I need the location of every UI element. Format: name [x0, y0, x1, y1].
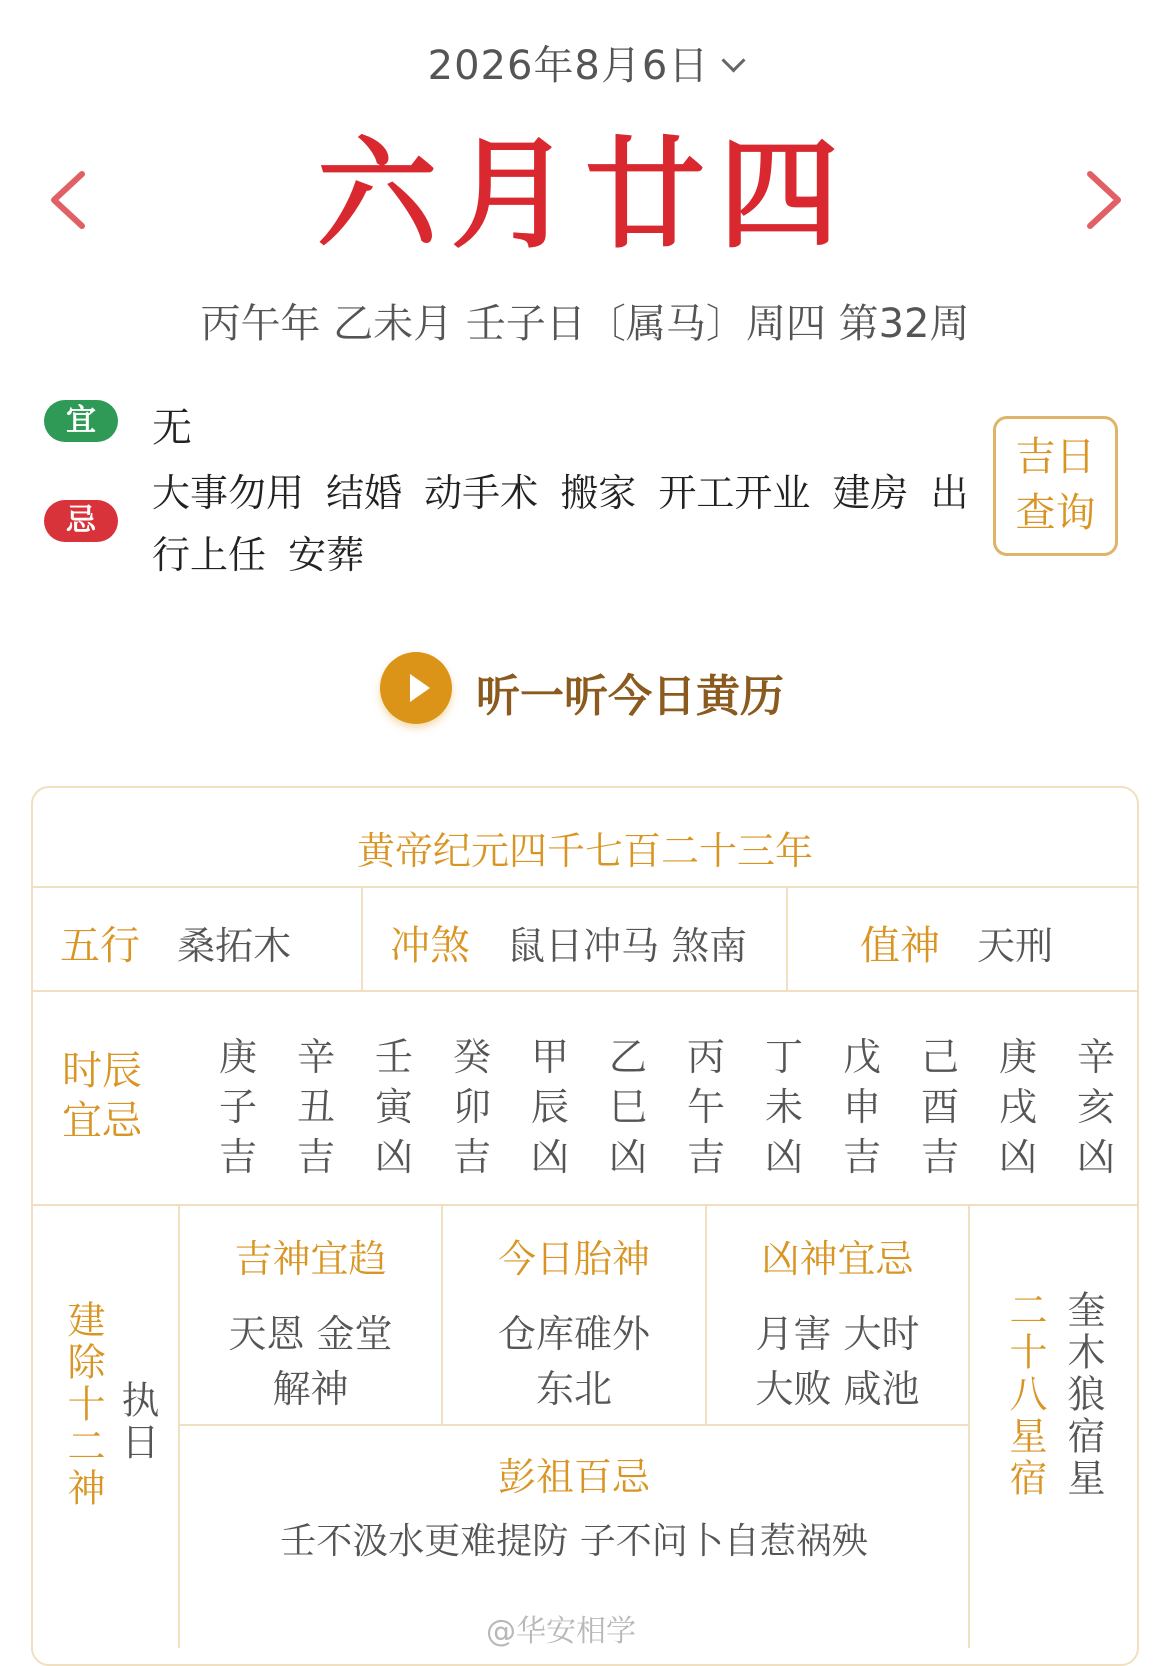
yi-text: 无 [152, 405, 192, 451]
ji-text: 大事勿用 结婚 动手术 搬家 开工开业 建房 出行上任 安葬 [152, 471, 969, 577]
hour-luck: 吉 [218, 1135, 257, 1179]
divider [361, 886, 363, 990]
hour-stem: 己 [920, 1035, 959, 1079]
yi-badge: 宜 [44, 400, 118, 442]
play-icon [380, 652, 452, 724]
jishen-line2: 解神 [272, 1367, 349, 1411]
ganzhi-line: 丙午年 乙未月 壬子日〔属马〕周四 第32周 [200, 301, 970, 347]
hour-column [210, 1032, 266, 1182]
divider [968, 1204, 970, 1648]
xiongshen-cell [707, 1228, 968, 1413]
divider [33, 886, 1137, 888]
chongsha-cell [390, 914, 747, 971]
hour-luck: 吉 [686, 1135, 725, 1179]
hour-luck: 吉 [296, 1135, 335, 1179]
hour-column [912, 1032, 968, 1182]
taishen-line1: 仓库碓外 [497, 1312, 650, 1356]
jianchu-value: 执日 [115, 1380, 159, 1464]
jiri-line2: 查询 [1015, 490, 1096, 536]
hour-stem: 甲 [530, 1035, 569, 1079]
hour-luck: 吉 [920, 1135, 959, 1179]
hour-column [834, 1032, 890, 1182]
auspicious-day-query-button[interactable] [993, 416, 1118, 556]
pengzu-cell [180, 1446, 968, 1564]
hour-branch: 辰 [530, 1085, 569, 1129]
hour-stem: 庚 [218, 1035, 257, 1079]
listen-almanac-button[interactable] [380, 652, 800, 724]
chevron-down-icon [722, 48, 746, 72]
hour-column [678, 1032, 734, 1182]
hour-stem: 辛 [296, 1035, 335, 1079]
hour-stem: 乙 [608, 1035, 647, 1079]
hour-column [990, 1032, 1046, 1182]
hour-branch: 酉 [920, 1085, 959, 1129]
hour-column [444, 1032, 500, 1182]
shichen-label [62, 1046, 142, 1146]
listen-label: 听一听今日黄历 [476, 671, 784, 722]
lunar-date: 六月廿四 [317, 124, 853, 265]
hour-column [756, 1032, 812, 1182]
hour-stem: 丙 [686, 1035, 725, 1079]
hour-luck: 凶 [998, 1135, 1037, 1179]
jishen-line1: 天恩 金堂 [228, 1312, 393, 1356]
divider [180, 1424, 968, 1426]
shichen-label-line2: 宜忌 [62, 1098, 142, 1144]
huangdi-era: 黄帝纪元四千七百二十三年 [356, 829, 813, 873]
hour-luck: 凶 [764, 1135, 803, 1179]
hour-luck: 凶 [608, 1135, 647, 1179]
zhishen-cell [860, 914, 1053, 971]
shichen-label-line1: 时辰 [62, 1048, 142, 1094]
watermark: @华安相学 [486, 1614, 636, 1649]
hour-luck: 凶 [374, 1135, 413, 1179]
taishen-cell [443, 1228, 705, 1413]
hour-stem: 辛 [1076, 1035, 1115, 1079]
zhishen-label: 值神 [860, 923, 940, 969]
divider [786, 886, 788, 990]
hour-column [600, 1032, 656, 1182]
hour-column [288, 1032, 344, 1182]
wuxing-label: 五行 [60, 923, 140, 969]
hour-branch: 丑 [296, 1085, 335, 1129]
hour-stem: 庚 [998, 1035, 1037, 1079]
hour-stem: 壬 [374, 1035, 413, 1079]
jianchu-label: 建除十二神 [61, 1300, 105, 1510]
wuxing-cell [60, 914, 291, 971]
hour-column [366, 1032, 422, 1182]
xingxiu-label: 二十八星宿 [1003, 1290, 1047, 1500]
hour-branch: 巳 [608, 1085, 647, 1129]
hour-luck: 吉 [842, 1135, 881, 1179]
hour-stem: 癸 [452, 1035, 491, 1079]
wuxing-value: 桑拓木 [177, 924, 292, 968]
solar-date-selector[interactable] [0, 34, 1170, 91]
hour-branch: 未 [764, 1085, 803, 1129]
zhishen-value: 天刑 [977, 924, 1054, 968]
hour-branch: 子 [218, 1085, 257, 1129]
hour-branch: 戌 [998, 1085, 1037, 1129]
hour-column [522, 1032, 578, 1182]
pengzu-text: 壬不汲水更难提防 子不问卜自惹祸殃 [280, 1521, 868, 1562]
divider [33, 990, 1137, 992]
hour-column [1068, 1032, 1124, 1182]
ji-badge: 忌 [44, 500, 118, 542]
hour-luck: 凶 [530, 1135, 569, 1179]
chongsha-value: 鼠日冲马 煞南 [507, 924, 748, 968]
taishen-line2: 东北 [535, 1367, 612, 1411]
hour-luck: 凶 [1076, 1135, 1115, 1179]
hour-stem: 丁 [764, 1035, 803, 1079]
hour-branch: 寅 [374, 1085, 413, 1129]
hour-branch: 亥 [1076, 1085, 1115, 1129]
jishen-title: 吉神宜趋 [234, 1237, 387, 1281]
divider [33, 1204, 1137, 1206]
xiongshen-line1: 月害 大时 [755, 1312, 920, 1356]
hour-branch: 申 [842, 1085, 881, 1129]
xingxiu-value: 奎木狼宿星 [1061, 1290, 1105, 1500]
pengzu-title: 彭祖百忌 [497, 1455, 650, 1499]
taishen-title: 今日胎神 [497, 1237, 650, 1281]
xiongshen-title: 凶神宜忌 [761, 1237, 914, 1281]
jishen-cell [180, 1228, 441, 1413]
jiri-line1: 吉日 [1015, 434, 1096, 480]
solar-date-text: 2026年8月6日 [427, 43, 710, 89]
hour-luck: 吉 [452, 1135, 491, 1179]
hour-stem: 戊 [842, 1035, 881, 1079]
hour-branch: 卯 [452, 1085, 491, 1129]
hour-branch: 午 [686, 1085, 725, 1129]
chongsha-label: 冲煞 [390, 923, 470, 969]
xiongshen-line2: 大败 咸池 [755, 1367, 920, 1411]
